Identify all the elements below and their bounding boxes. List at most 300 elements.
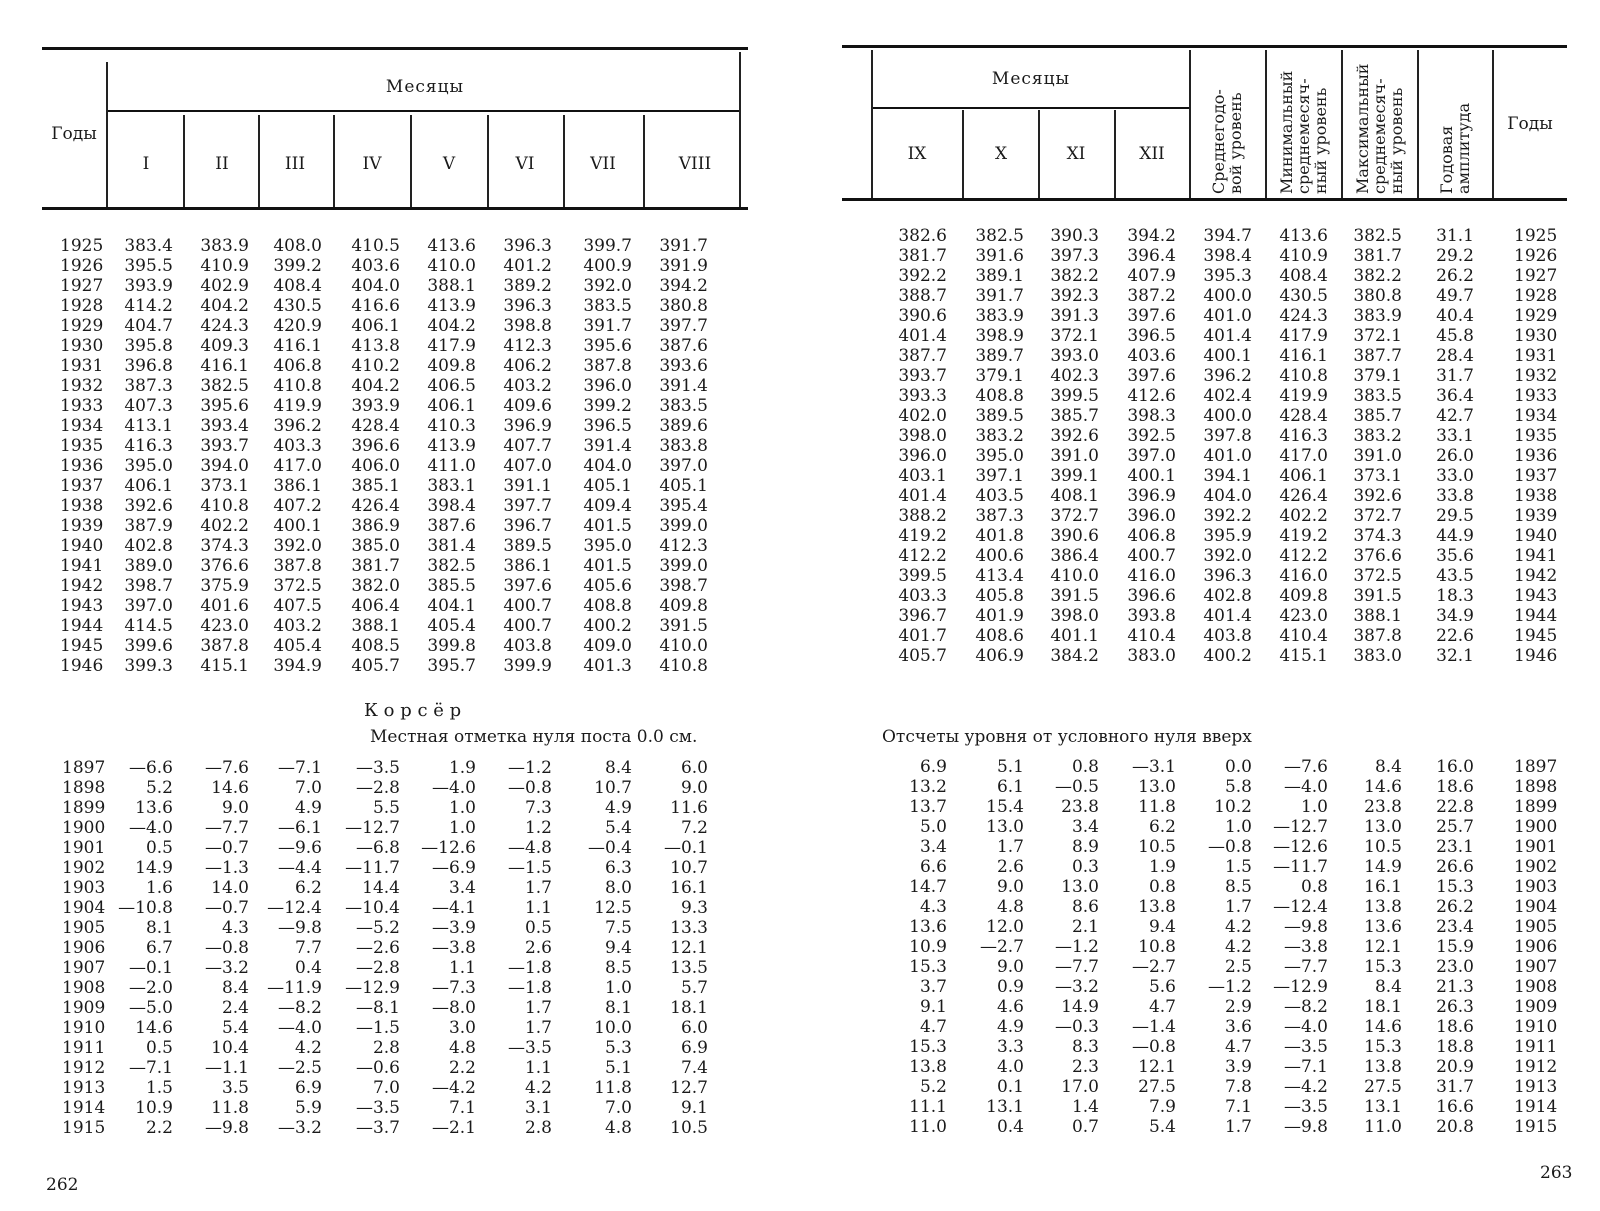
- year-cell: 1933: [1514, 386, 1558, 406]
- table-cell: —7.1: [277, 758, 322, 778]
- table-cell: 387.8: [273, 556, 322, 576]
- table-cell: 384.2: [1050, 646, 1099, 666]
- year-cell: 1909: [1514, 997, 1558, 1017]
- year-cell: 1928: [1514, 286, 1558, 306]
- table-cell: 8.1: [604, 998, 632, 1018]
- year-cell: 1928: [60, 296, 104, 316]
- table-cell: 387.8: [583, 356, 632, 376]
- left-month-header-I: I: [142, 154, 150, 174]
- year-cell: 1936: [60, 456, 104, 476]
- table-cell: —7.3: [431, 978, 476, 998]
- table-cell: 16.1: [1364, 877, 1402, 897]
- table-cell: 29.2: [1436, 246, 1474, 266]
- table-cell: 391.1: [503, 476, 552, 496]
- table-cell: 404.7: [124, 316, 173, 336]
- table-cell: —4.0: [128, 818, 173, 838]
- table-cell: 3.5: [221, 1078, 249, 1098]
- table-cell: 0.3: [1071, 857, 1099, 877]
- table-cell: 7.5: [604, 918, 632, 938]
- table-cell: 373.1: [1353, 466, 1402, 486]
- table-cell: 42.7: [1436, 406, 1474, 426]
- table-cell: —12.9: [345, 978, 400, 998]
- table-cell: 4.2: [1224, 917, 1252, 937]
- left-month-header-II: II: [215, 154, 229, 174]
- table-cell: 397.1: [975, 466, 1024, 486]
- table-cell: —1.8: [507, 978, 552, 998]
- left-vline-end: [739, 52, 741, 207]
- table-cell: 408.6: [975, 626, 1024, 646]
- table-cell: 9.4: [604, 938, 632, 958]
- table-cell: 383.0: [1127, 646, 1176, 666]
- right-years-header: Годы: [1507, 114, 1553, 134]
- table-cell: —9.8: [1283, 917, 1328, 937]
- table-cell: 7.1: [1224, 1097, 1252, 1117]
- table-cell: 396.5: [1127, 326, 1176, 346]
- table-cell: 413.8: [351, 336, 400, 356]
- table-cell: 401.4: [898, 486, 947, 506]
- table-cell: 0.8: [1300, 877, 1328, 897]
- left-block1-col-3: [273, 236, 322, 676]
- table-cell: 403.5: [975, 486, 1024, 506]
- table-cell: 2.6: [524, 938, 552, 958]
- table-cell: 386.1: [503, 556, 552, 576]
- table-cell: 1.5: [1224, 857, 1252, 877]
- table-cell: 31.1: [1436, 226, 1474, 246]
- table-cell: 380.8: [659, 296, 708, 316]
- table-cell: 385.7: [1353, 406, 1402, 426]
- table-cell: —7.6: [204, 758, 249, 778]
- table-cell: 413.9: [427, 296, 476, 316]
- year-cell: 1937: [1514, 466, 1558, 486]
- left-years-header: Годы: [51, 124, 97, 144]
- table-cell: 32.1: [1436, 646, 1474, 666]
- table-cell: —3.2: [204, 958, 249, 978]
- table-cell: 403.8: [503, 636, 552, 656]
- table-cell: 398.4: [1203, 246, 1252, 266]
- table-cell: 13.1: [1364, 1097, 1402, 1117]
- table-cell: —4.1: [431, 898, 476, 918]
- table-cell: 1.0: [604, 978, 632, 998]
- table-cell: 423.0: [200, 616, 249, 636]
- table-cell: 390.6: [898, 306, 947, 326]
- table-cell: 18.3: [1436, 586, 1474, 606]
- table-cell: 393.8: [1127, 606, 1176, 626]
- table-cell: 16.6: [1436, 1097, 1474, 1117]
- year-cell: 1932: [60, 376, 104, 396]
- table-cell: 381.4: [427, 536, 476, 556]
- year-cell: 1899: [62, 798, 106, 818]
- table-cell: —0.8: [1131, 1037, 1176, 1057]
- year-cell: 1929: [1514, 306, 1558, 326]
- right-month-header-X: X: [994, 144, 1008, 164]
- table-cell: 391.9: [659, 256, 708, 276]
- table-cell: 395.6: [200, 396, 249, 416]
- year-cell: 1937: [60, 476, 104, 496]
- table-cell: 4.3: [221, 918, 249, 938]
- right-vline-5: [1265, 50, 1267, 198]
- table-cell: 413.4: [975, 566, 1024, 586]
- table-cell: 394.7: [1203, 226, 1252, 246]
- table-cell: 409.6: [503, 396, 552, 416]
- left-block1-col-5: [427, 236, 476, 676]
- left-vline-5: [487, 115, 489, 207]
- table-cell: 396.4: [1127, 246, 1176, 266]
- table-cell: 401.4: [898, 326, 947, 346]
- year-cell: 1897: [1514, 757, 1558, 777]
- year-cell: 1930: [1514, 326, 1558, 346]
- table-cell: 2.6: [996, 857, 1024, 877]
- table-cell: 409.3: [200, 336, 249, 356]
- table-cell: 4.0: [996, 1057, 1024, 1077]
- right-month-header-XII: XII: [1139, 144, 1165, 164]
- table-cell: 401.4: [1203, 326, 1252, 346]
- table-cell: 391.5: [1353, 586, 1402, 606]
- table-cell: 14.6: [1364, 1017, 1402, 1037]
- table-cell: 36.4: [1436, 386, 1474, 406]
- table-cell: 9.3: [680, 898, 708, 918]
- table-cell: 372.7: [1050, 506, 1099, 526]
- table-cell: 399.1: [1050, 466, 1099, 486]
- table-cell: 26.2: [1436, 266, 1474, 286]
- table-cell: 412.2: [1279, 546, 1328, 566]
- table-cell: 399.2: [583, 396, 632, 416]
- table-cell: —7.1: [128, 1058, 173, 1078]
- table-cell: 1.7: [524, 878, 552, 898]
- table-cell: 395.6: [583, 336, 632, 356]
- table-cell: 387.2: [1127, 286, 1176, 306]
- table-cell: 9.1: [680, 1098, 708, 1118]
- table-cell: 401.3: [583, 656, 632, 676]
- year-cell: 1906: [1514, 937, 1558, 957]
- table-cell: 405.7: [898, 646, 947, 666]
- table-cell: 5.7: [680, 978, 708, 998]
- left-month-header-III: III: [284, 154, 306, 174]
- table-cell: 394.1: [1203, 466, 1252, 486]
- table-cell: 404.0: [583, 456, 632, 476]
- table-cell: 10.0: [594, 1018, 632, 1038]
- table-cell: 402.8: [124, 536, 173, 556]
- right-vline-7: [1417, 50, 1419, 198]
- mean-annual-level-header: Среднегодо- вой уровень: [1209, 89, 1245, 194]
- table-cell: 10.9: [135, 1098, 173, 1118]
- table-cell: 4.7: [1224, 1037, 1252, 1057]
- table-cell: 11.8: [211, 1098, 249, 1118]
- year-cell: 1936: [1514, 446, 1558, 466]
- table-cell: 13.1: [986, 1097, 1024, 1117]
- table-cell: 2.5: [1224, 957, 1252, 977]
- table-cell: 405.7: [351, 656, 400, 676]
- table-cell: 381.7: [1353, 246, 1402, 266]
- table-cell: 410.3: [427, 416, 476, 436]
- table-cell: —3.8: [1283, 937, 1328, 957]
- table-cell: 416.1: [273, 336, 322, 356]
- table-cell: 423.0: [1279, 606, 1328, 626]
- table-cell: 2.8: [372, 1038, 400, 1058]
- table-cell: 26.3: [1436, 997, 1474, 1017]
- table-cell: 406.4: [351, 596, 400, 616]
- table-cell: 409.8: [1279, 586, 1328, 606]
- right-years-1: [1514, 226, 1557, 666]
- table-cell: 13.0: [1061, 877, 1099, 897]
- table-cell: 375.9: [200, 576, 249, 596]
- table-cell: 372.1: [1050, 326, 1099, 346]
- table-cell: —11.9: [267, 978, 322, 998]
- table-cell: —4.4: [277, 858, 322, 878]
- table-cell: 13.0: [986, 817, 1024, 837]
- table-cell: —3.2: [277, 1118, 322, 1138]
- table-cell: 9.0: [996, 877, 1024, 897]
- table-cell: 1.4: [1071, 1097, 1099, 1117]
- table-cell: 389.1: [975, 266, 1024, 286]
- year-cell: 1904: [1514, 897, 1558, 917]
- table-cell: 410.5: [351, 236, 400, 256]
- table-cell: 391.7: [659, 236, 708, 256]
- table-cell: 22.8: [1436, 797, 1474, 817]
- table-cell: 396.2: [1203, 366, 1252, 386]
- left-month-header-VII: VII: [590, 154, 616, 174]
- year-cell: 1926: [1514, 246, 1558, 266]
- right-vline-2: [1038, 110, 1040, 198]
- table-cell: 396.6: [1127, 586, 1176, 606]
- table-cell: 406.5: [427, 376, 476, 396]
- right-vline-4: [1189, 50, 1191, 198]
- table-cell: 383.1: [427, 476, 476, 496]
- table-cell: —3.5: [355, 1098, 400, 1118]
- table-cell: 398.8: [503, 316, 552, 336]
- table-cell: 23.4: [1436, 917, 1474, 937]
- table-cell: 400.9: [583, 256, 632, 276]
- right-block1-col-1: [898, 226, 947, 666]
- table-cell: 397.8: [1203, 426, 1252, 446]
- left-vline-7: [643, 115, 645, 207]
- table-cell: —0.8: [1207, 837, 1252, 857]
- table-cell: 5.5: [372, 798, 400, 818]
- year-cell: 1942: [1514, 566, 1558, 586]
- table-cell: —12.6: [421, 838, 476, 858]
- table-cell: —9.8: [204, 1118, 249, 1138]
- table-cell: 426.4: [351, 496, 400, 516]
- table-cell: 410.8: [200, 496, 249, 516]
- table-cell: 14.6: [135, 1018, 173, 1038]
- table-cell: 430.5: [273, 296, 322, 316]
- table-cell: 403.2: [273, 616, 322, 636]
- table-cell: 1.7: [524, 998, 552, 1018]
- table-cell: 15.3: [909, 957, 947, 977]
- level-caption: Отсчеты уровня от условного нуля вверх: [882, 727, 1252, 747]
- year-cell: 1931: [1514, 346, 1558, 366]
- table-cell: 23.0: [1436, 957, 1474, 977]
- table-cell: 409.4: [583, 496, 632, 516]
- right-vline-3: [1114, 110, 1116, 198]
- table-cell: 408.8: [975, 386, 1024, 406]
- right-months-rule: [873, 107, 1189, 109]
- table-cell: 12.5: [594, 898, 632, 918]
- table-cell: 1.7: [524, 1018, 552, 1038]
- table-cell: —1.5: [355, 1018, 400, 1038]
- right-block1-col-3: [1050, 226, 1099, 666]
- table-cell: 10.9: [909, 937, 947, 957]
- table-cell: 396.7: [898, 606, 947, 626]
- year-cell: 1900: [62, 818, 106, 838]
- table-cell: 374.3: [200, 536, 249, 556]
- right-block2-col-5: [1208, 757, 1252, 1137]
- year-cell: 1940: [60, 536, 104, 556]
- table-cell: 406.9: [975, 646, 1024, 666]
- year-cell: 1912: [1514, 1057, 1558, 1077]
- table-cell: 397.6: [1127, 306, 1176, 326]
- year-cell: 1932: [1514, 366, 1558, 386]
- table-cell: 5.2: [145, 778, 173, 798]
- table-cell: 383.5: [583, 296, 632, 316]
- table-cell: 408.4: [1279, 266, 1328, 286]
- table-cell: 396.8: [124, 356, 173, 376]
- year-cell: 1902: [1514, 857, 1558, 877]
- table-cell: 393.0: [1050, 346, 1099, 366]
- table-cell: 4.8: [996, 897, 1024, 917]
- table-cell: 5.6: [1148, 977, 1176, 997]
- table-cell: 397.0: [124, 596, 173, 616]
- table-cell: 385.0: [351, 536, 400, 556]
- table-cell: 391.6: [975, 246, 1024, 266]
- table-cell: 4.8: [604, 1118, 632, 1138]
- table-cell: —3.9: [431, 918, 476, 938]
- year-cell: 1909: [62, 998, 106, 1018]
- table-cell: 0.7: [1071, 1117, 1099, 1137]
- year-cell: 1935: [1514, 426, 1558, 446]
- table-cell: 400.1: [1127, 466, 1176, 486]
- table-cell: 388.1: [351, 616, 400, 636]
- year-cell: 1944: [1514, 606, 1558, 626]
- table-cell: 389.2: [503, 276, 552, 296]
- table-cell: 396.6: [351, 436, 400, 456]
- table-cell: 3.6: [1224, 1017, 1252, 1037]
- table-cell: 8.6: [1071, 897, 1099, 917]
- table-cell: 382.5: [200, 376, 249, 396]
- year-cell: 1898: [62, 778, 106, 798]
- table-cell: 7.2: [680, 818, 708, 838]
- right-block1-col-8: [1436, 226, 1474, 666]
- table-cell: 395.0: [124, 456, 173, 476]
- table-cell: 4.8: [448, 1038, 476, 1058]
- table-cell: —0.4: [587, 838, 632, 858]
- table-cell: 402.3: [1050, 366, 1099, 386]
- table-cell: 398.0: [898, 426, 947, 446]
- table-cell: 49.7: [1436, 286, 1474, 306]
- table-cell: 2.9: [1224, 997, 1252, 1017]
- year-cell: 1913: [1514, 1077, 1558, 1097]
- table-cell: 7.7: [294, 938, 322, 958]
- table-cell: 389.0: [124, 556, 173, 576]
- table-cell: 15.3: [909, 1037, 947, 1057]
- table-cell: 400.1: [1203, 346, 1252, 366]
- table-cell: 395.0: [583, 536, 632, 556]
- table-cell: 4.9: [294, 798, 322, 818]
- table-cell: 13.0: [1138, 777, 1176, 797]
- left-vline-2: [258, 115, 260, 207]
- table-cell: 1.7: [1224, 897, 1252, 917]
- table-cell: 391.5: [659, 616, 708, 636]
- table-cell: 395.4: [659, 496, 708, 516]
- table-cell: 391.0: [1353, 446, 1402, 466]
- table-cell: 406.1: [427, 396, 476, 416]
- table-cell: —3.5: [1283, 1097, 1328, 1117]
- table-cell: 43.5: [1436, 566, 1474, 586]
- table-cell: 424.3: [1279, 306, 1328, 326]
- right-month-header-IX: IX: [907, 144, 927, 164]
- table-cell: 12.7: [670, 1078, 708, 1098]
- left-block1-col-1: [124, 236, 173, 676]
- year-cell: 1946: [1514, 646, 1558, 666]
- table-cell: 402.8: [1203, 586, 1252, 606]
- table-cell: 13.6: [909, 917, 947, 937]
- table-cell: 406.8: [1127, 526, 1176, 546]
- table-cell: 4.9: [996, 1017, 1024, 1037]
- table-cell: 410.0: [1050, 566, 1099, 586]
- table-cell: 401.2: [503, 256, 552, 276]
- table-cell: 1.9: [1148, 857, 1176, 877]
- table-cell: 411.0: [427, 456, 476, 476]
- year-cell: 1907: [62, 958, 106, 978]
- table-cell: —2.7: [979, 937, 1024, 957]
- table-cell: 13.8: [1364, 897, 1402, 917]
- table-cell: 406.1: [351, 316, 400, 336]
- table-cell: 399.5: [898, 566, 947, 586]
- table-cell: 417.0: [1279, 446, 1328, 466]
- table-cell: 401.6: [200, 596, 249, 616]
- table-cell: 416.3: [1279, 426, 1328, 446]
- table-cell: 386.9: [351, 516, 400, 536]
- table-cell: 407.5: [273, 596, 322, 616]
- table-cell: 392.2: [1203, 506, 1252, 526]
- table-cell: 389.7: [975, 346, 1024, 366]
- table-cell: 401.1: [1050, 626, 1099, 646]
- table-cell: 11.1: [909, 1097, 947, 1117]
- table-cell: 394.2: [1127, 226, 1176, 246]
- table-cell: 392.6: [1050, 426, 1099, 446]
- left-vline-3: [333, 115, 335, 207]
- table-cell: 25.7: [1436, 817, 1474, 837]
- table-cell: 26.6: [1436, 857, 1474, 877]
- table-cell: 396.3: [503, 236, 552, 256]
- table-cell: 400.7: [503, 596, 552, 616]
- table-cell: 44.9: [1436, 526, 1474, 546]
- table-cell: 393.4: [200, 416, 249, 436]
- table-cell: 387.3: [975, 506, 1024, 526]
- table-cell: 396.9: [1127, 486, 1176, 506]
- table-cell: 397.3: [1050, 246, 1099, 266]
- table-cell: 2.2: [145, 1118, 173, 1138]
- table-cell: 1.6: [145, 878, 173, 898]
- table-cell: 401.5: [583, 556, 632, 576]
- table-cell: 393.9: [124, 276, 173, 296]
- table-cell: 12.1: [670, 938, 708, 958]
- table-cell: —10.8: [118, 898, 173, 918]
- year-cell: 1915: [62, 1118, 106, 1138]
- table-cell: 4.2: [1224, 937, 1252, 957]
- table-cell: —7.6: [1283, 757, 1328, 777]
- right-years-2: [1514, 757, 1557, 1137]
- table-cell: 416.0: [1127, 566, 1176, 586]
- table-cell: 414.2: [124, 296, 173, 316]
- table-cell: 379.1: [975, 366, 1024, 386]
- table-cell: 387.9: [124, 516, 173, 536]
- table-cell: 383.8: [659, 436, 708, 456]
- table-cell: 393.7: [200, 436, 249, 456]
- table-cell: 409.8: [659, 596, 708, 616]
- table-cell: 398.3: [1127, 406, 1176, 426]
- table-cell: 16.0: [1436, 757, 1474, 777]
- year-cell: 1946: [60, 656, 104, 676]
